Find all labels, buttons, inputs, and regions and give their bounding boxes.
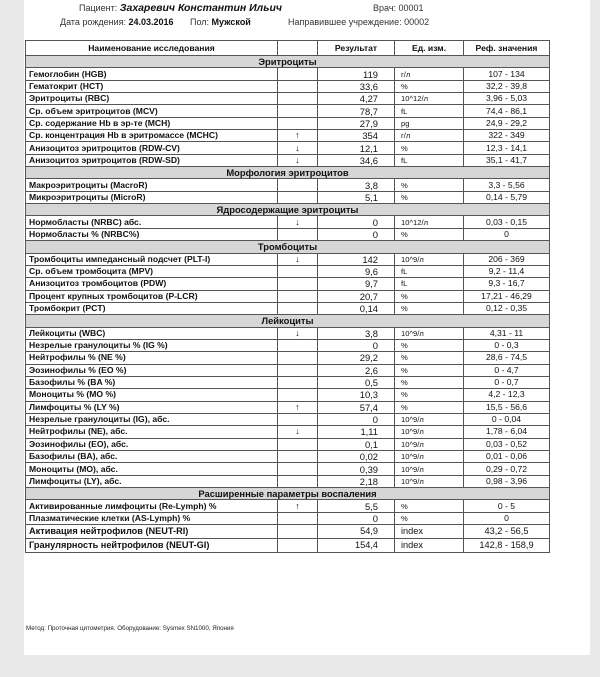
test-name: Ср. концентрация Hb в эритромассе (MCHC) <box>26 130 278 142</box>
unit: 10^9/л <box>395 253 464 265</box>
reference-range: 9,2 - 11,4 <box>464 265 550 277</box>
test-name: Тромбокрит (PCT) <box>26 302 278 314</box>
reference-range: 43,2 - 56,5 <box>464 525 550 539</box>
table-row <box>26 117 550 129</box>
test-name: Анизоцитоз эритроцитов (RDW-CV) <box>26 142 278 154</box>
result-value: 5,1 <box>318 191 395 203</box>
flag-arrow <box>278 191 318 203</box>
reference-range: 0 - 5 <box>464 500 550 512</box>
test-name: Тромбоциты импедансный подсчет (PLT-I) <box>26 253 278 265</box>
unit: % <box>395 512 464 524</box>
result-value: 34,6 <box>318 154 395 166</box>
table-row <box>26 500 550 512</box>
flag-arrow <box>278 80 318 92</box>
reference-range: 107 - 134 <box>464 68 550 80</box>
table-row <box>26 253 550 265</box>
reference-range: 0,12 - 0,35 <box>464 302 550 314</box>
result-value: 33,6 <box>318 80 395 92</box>
table-row <box>26 376 550 388</box>
reference-range: 0 - 0,7 <box>464 376 550 388</box>
table-row <box>26 364 550 376</box>
table-row <box>26 539 550 553</box>
unit: 10^9/л <box>395 463 464 475</box>
result-value: 0,5 <box>318 376 395 388</box>
table-row <box>26 191 550 203</box>
flag-arrow <box>278 364 318 376</box>
result-value: 154,4 <box>318 539 395 553</box>
table-row <box>26 339 550 351</box>
test-name: Гематокрит (HCT) <box>26 80 278 92</box>
result-value: 0,1 <box>318 438 395 450</box>
reference-range: 0,03 - 0,15 <box>464 216 550 228</box>
table-row <box>26 265 550 277</box>
table-row <box>26 413 550 425</box>
flag-arrow <box>278 117 318 129</box>
unit: % <box>395 80 464 92</box>
test-name: Базофилы (BA), абс. <box>26 451 278 463</box>
unit: % <box>395 142 464 154</box>
test-name: Микроэритроциты (MicroR) <box>26 191 278 203</box>
test-name: Моноциты % (MO %) <box>26 389 278 401</box>
table-row <box>26 389 550 401</box>
unit: г/л <box>395 68 464 80</box>
flag-arrow <box>278 302 318 314</box>
result-value: 0 <box>318 228 395 240</box>
flag-arrow <box>278 179 318 191</box>
flag-arrow <box>278 93 318 105</box>
unit: 10^12/л <box>395 216 464 228</box>
col-header-result: Результат <box>318 41 395 56</box>
section-title: Расширенные параметры воспаления <box>26 488 550 500</box>
section-header-row <box>26 56 550 68</box>
flag-arrow <box>278 389 318 401</box>
unit: 10^9/л <box>395 413 464 425</box>
test-name: Нормобласты % (NRBC%) <box>26 228 278 240</box>
unit: % <box>395 376 464 388</box>
section-title: Морфология эритроцитов <box>26 167 550 179</box>
table-row <box>26 438 550 450</box>
unit: % <box>395 228 464 240</box>
result-value: 3,8 <box>318 179 395 191</box>
col-header-ref: Реф. значения <box>464 41 550 56</box>
test-name: Нормобласты (NRBC) абс. <box>26 216 278 228</box>
result-value: 5,5 <box>318 500 395 512</box>
flag-arrow <box>278 105 318 117</box>
test-name: Гранулярность нейтрофилов (NEUT-GI) <box>26 539 278 553</box>
test-name: Активированные лимфоциты (Re-Lymph) % <box>26 500 278 512</box>
result-value: 10,3 <box>318 389 395 401</box>
test-name: Анизоцитоз тромбоцитов (PDW) <box>26 278 278 290</box>
results-table <box>25 40 550 553</box>
results-body <box>26 56 550 553</box>
result-value: 3,8 <box>318 327 395 339</box>
flag-arrow: ↑ <box>278 130 318 142</box>
test-name: Процент крупных тромбоцитов (P-LCR) <box>26 290 278 302</box>
result-value: 0,39 <box>318 463 395 475</box>
unit: 10^9/л <box>395 475 464 487</box>
table-row <box>26 278 550 290</box>
reference-range: 12,3 - 14,1 <box>464 142 550 154</box>
unit: % <box>395 389 464 401</box>
test-name: Моноциты (MO), абс. <box>26 463 278 475</box>
method-footer: Метод: Проточная цитометрия. Оборудование: Sysmex SN1000, Япония <box>26 625 234 632</box>
doctor-value: 00001 <box>398 3 424 13</box>
unit: fL <box>395 265 464 277</box>
table-row <box>26 154 550 166</box>
unit: fL <box>395 154 464 166</box>
table-row <box>26 352 550 364</box>
test-name: Лимфоциты (LY), абс. <box>26 475 278 487</box>
table-row <box>26 130 550 142</box>
reference-range: 4,31 - 11 <box>464 327 550 339</box>
table-row <box>26 451 550 463</box>
reference-range: 0 - 0,04 <box>464 413 550 425</box>
col-header-name: Наименование исследования <box>26 41 278 56</box>
test-name: Эритроциты (RBC) <box>26 93 278 105</box>
unit: % <box>395 352 464 364</box>
reference-range: 0,01 - 0,06 <box>464 451 550 463</box>
flag-arrow <box>278 352 318 364</box>
reference-range: 0 - 4,7 <box>464 364 550 376</box>
unit: % <box>395 290 464 302</box>
dob-label: Дата рождения: <box>60 17 126 27</box>
flag-arrow <box>278 290 318 302</box>
table-row <box>26 105 550 117</box>
institution-line <box>288 17 429 27</box>
test-name: Базофилы % (BA %) <box>26 376 278 388</box>
test-name: Нейтрофилы (NE), абс. <box>26 426 278 438</box>
patient-label: Пациент: <box>79 3 118 13</box>
result-value: 2,6 <box>318 364 395 376</box>
table-row <box>26 228 550 240</box>
flag-arrow <box>278 451 318 463</box>
test-name: Лимфоциты % (LY %) <box>26 401 278 413</box>
flag-arrow <box>278 68 318 80</box>
dob-line <box>60 17 174 27</box>
sex-value: Мужской <box>211 17 251 27</box>
section-title: Лейкоциты <box>26 315 550 327</box>
reference-range: 0 <box>464 228 550 240</box>
result-value: 27,9 <box>318 117 395 129</box>
unit: % <box>395 500 464 512</box>
reference-range: 9,3 - 16,7 <box>464 278 550 290</box>
unit: index <box>395 525 464 539</box>
section-header-row <box>26 167 550 179</box>
unit: % <box>395 191 464 203</box>
table-row <box>26 179 550 191</box>
table-row <box>26 512 550 524</box>
result-value: 119 <box>318 68 395 80</box>
result-value: 0 <box>318 216 395 228</box>
table-row <box>26 80 550 92</box>
result-value: 57,4 <box>318 401 395 413</box>
flag-arrow: ↓ <box>278 154 318 166</box>
flag-arrow <box>278 278 318 290</box>
reference-range: 0,98 - 3,96 <box>464 475 550 487</box>
unit: % <box>395 339 464 351</box>
table-row <box>26 463 550 475</box>
result-value: 0,02 <box>318 451 395 463</box>
reference-range: 1,78 - 6,04 <box>464 426 550 438</box>
test-name: Ср. объем эритроцитов (MCV) <box>26 105 278 117</box>
unit: fL <box>395 105 464 117</box>
flag-arrow <box>278 525 318 539</box>
result-value: 2,18 <box>318 475 395 487</box>
table-header-row <box>26 41 550 56</box>
test-name: Незрелые гранулоциты % (IG %) <box>26 339 278 351</box>
section-header-row <box>26 204 550 216</box>
section-header-row <box>26 241 550 253</box>
unit: 10^9/л <box>395 451 464 463</box>
flag-arrow: ↓ <box>278 426 318 438</box>
reference-range: 24,9 - 29,2 <box>464 117 550 129</box>
result-value: 0,14 <box>318 302 395 314</box>
reference-range: 142,8 - 158,9 <box>464 539 550 553</box>
reference-range: 0,03 - 0,52 <box>464 438 550 450</box>
flag-arrow <box>278 228 318 240</box>
result-value: 9,6 <box>318 265 395 277</box>
table-row <box>26 302 550 314</box>
sex-label: Пол: <box>190 17 210 27</box>
flag-arrow: ↓ <box>278 216 318 228</box>
test-name: Ср. содержание Hb в эр-те (MCH) <box>26 117 278 129</box>
flag-arrow <box>278 265 318 277</box>
reference-range: 17,21 - 46,29 <box>464 290 550 302</box>
col-header-unit: Ед. изм. <box>395 41 464 56</box>
section-header-row <box>26 315 550 327</box>
flag-arrow <box>278 376 318 388</box>
table-row <box>26 327 550 339</box>
test-name: Плазматические клетки (AS-Lymph) % <box>26 512 278 524</box>
result-value: 142 <box>318 253 395 265</box>
unit: fL <box>395 278 464 290</box>
unit: pg <box>395 117 464 129</box>
reference-range: 32,2 - 39,8 <box>464 80 550 92</box>
reference-range: 206 - 369 <box>464 253 550 265</box>
flag-arrow <box>278 413 318 425</box>
dob-value: 24.03.2016 <box>128 17 174 27</box>
flag-arrow <box>278 339 318 351</box>
unit: 10^9/л <box>395 426 464 438</box>
test-name: Лейкоциты (WBC) <box>26 327 278 339</box>
table-row <box>26 475 550 487</box>
table-row <box>26 401 550 413</box>
reference-range: 74,4 - 86,1 <box>464 105 550 117</box>
test-name: Активация нейтрофилов (NEUT-RI) <box>26 525 278 539</box>
reference-range: 28,6 - 74,5 <box>464 352 550 364</box>
flag-arrow: ↑ <box>278 401 318 413</box>
unit: % <box>395 179 464 191</box>
result-value: 4,27 <box>318 93 395 105</box>
table-row <box>26 426 550 438</box>
institution-value: 00002 <box>404 17 430 27</box>
table-row <box>26 216 550 228</box>
unit: % <box>395 401 464 413</box>
test-name: Ср. объем тромбоцита (MPV) <box>26 265 278 277</box>
flag-arrow <box>278 539 318 553</box>
unit: 10^9/л <box>395 438 464 450</box>
section-title: Эритроциты <box>26 56 550 68</box>
test-name: Макроэритроциты (MacroR) <box>26 179 278 191</box>
flag-arrow <box>278 512 318 524</box>
result-value: 54,9 <box>318 525 395 539</box>
flag-arrow: ↓ <box>278 327 318 339</box>
result-value: 9,7 <box>318 278 395 290</box>
reference-range: 0,29 - 0,72 <box>464 463 550 475</box>
patient-line <box>79 2 282 14</box>
reference-range: 15,5 - 56,6 <box>464 401 550 413</box>
reference-range: 322 - 349 <box>464 130 550 142</box>
result-value: 20,7 <box>318 290 395 302</box>
doctor-line <box>373 3 424 13</box>
reference-range: 0,14 - 5,79 <box>464 191 550 203</box>
result-value: 78,7 <box>318 105 395 117</box>
unit: 10^9/л <box>395 327 464 339</box>
test-name: Нейтрофилы % (NE %) <box>26 352 278 364</box>
result-value: 354 <box>318 130 395 142</box>
flag-arrow: ↓ <box>278 253 318 265</box>
result-value: 0 <box>318 512 395 524</box>
unit: % <box>395 364 464 376</box>
test-name: Эозинофилы % (EO %) <box>26 364 278 376</box>
test-name: Эозинофилы (EO), абс. <box>26 438 278 450</box>
result-value: 0 <box>318 413 395 425</box>
unit: % <box>395 302 464 314</box>
reference-range: 3,3 - 5,56 <box>464 179 550 191</box>
unit: 10^12/л <box>395 93 464 105</box>
table-row <box>26 525 550 539</box>
flag-arrow <box>278 463 318 475</box>
result-value: 29,2 <box>318 352 395 364</box>
test-name: Анизоцитоз эритроцитов (RDW-SD) <box>26 154 278 166</box>
section-header-row <box>26 488 550 500</box>
section-title: Ядросодержащие эритроциты <box>26 204 550 216</box>
test-name: Гемоглобин (HGB) <box>26 68 278 80</box>
flag-arrow <box>278 475 318 487</box>
reference-range: 4,2 - 12,3 <box>464 389 550 401</box>
section-title: Тромбоциты <box>26 241 550 253</box>
unit: г/л <box>395 130 464 142</box>
col-header-flag <box>278 41 318 56</box>
flag-arrow <box>278 438 318 450</box>
reference-range: 35,1 - 41,7 <box>464 154 550 166</box>
flag-arrow: ↓ <box>278 142 318 154</box>
unit: index <box>395 539 464 553</box>
institution-label: Направившее учреждение: <box>288 17 402 27</box>
sex-line <box>190 17 251 27</box>
result-value: 12,1 <box>318 142 395 154</box>
reference-range: 0 <box>464 512 550 524</box>
test-name: Незрелые гранулоциты (IG), абс. <box>26 413 278 425</box>
flag-arrow: ↑ <box>278 500 318 512</box>
reference-range: 3,96 - 5,03 <box>464 93 550 105</box>
doctor-label: Врач: <box>373 3 397 13</box>
table-row <box>26 93 550 105</box>
result-value: 0 <box>318 339 395 351</box>
result-value: 1,11 <box>318 426 395 438</box>
reference-range: 0 - 0,3 <box>464 339 550 351</box>
table-row <box>26 68 550 80</box>
patient-name: Захаревич Константин Ильич <box>119 2 282 14</box>
table-row <box>26 290 550 302</box>
table-row <box>26 142 550 154</box>
